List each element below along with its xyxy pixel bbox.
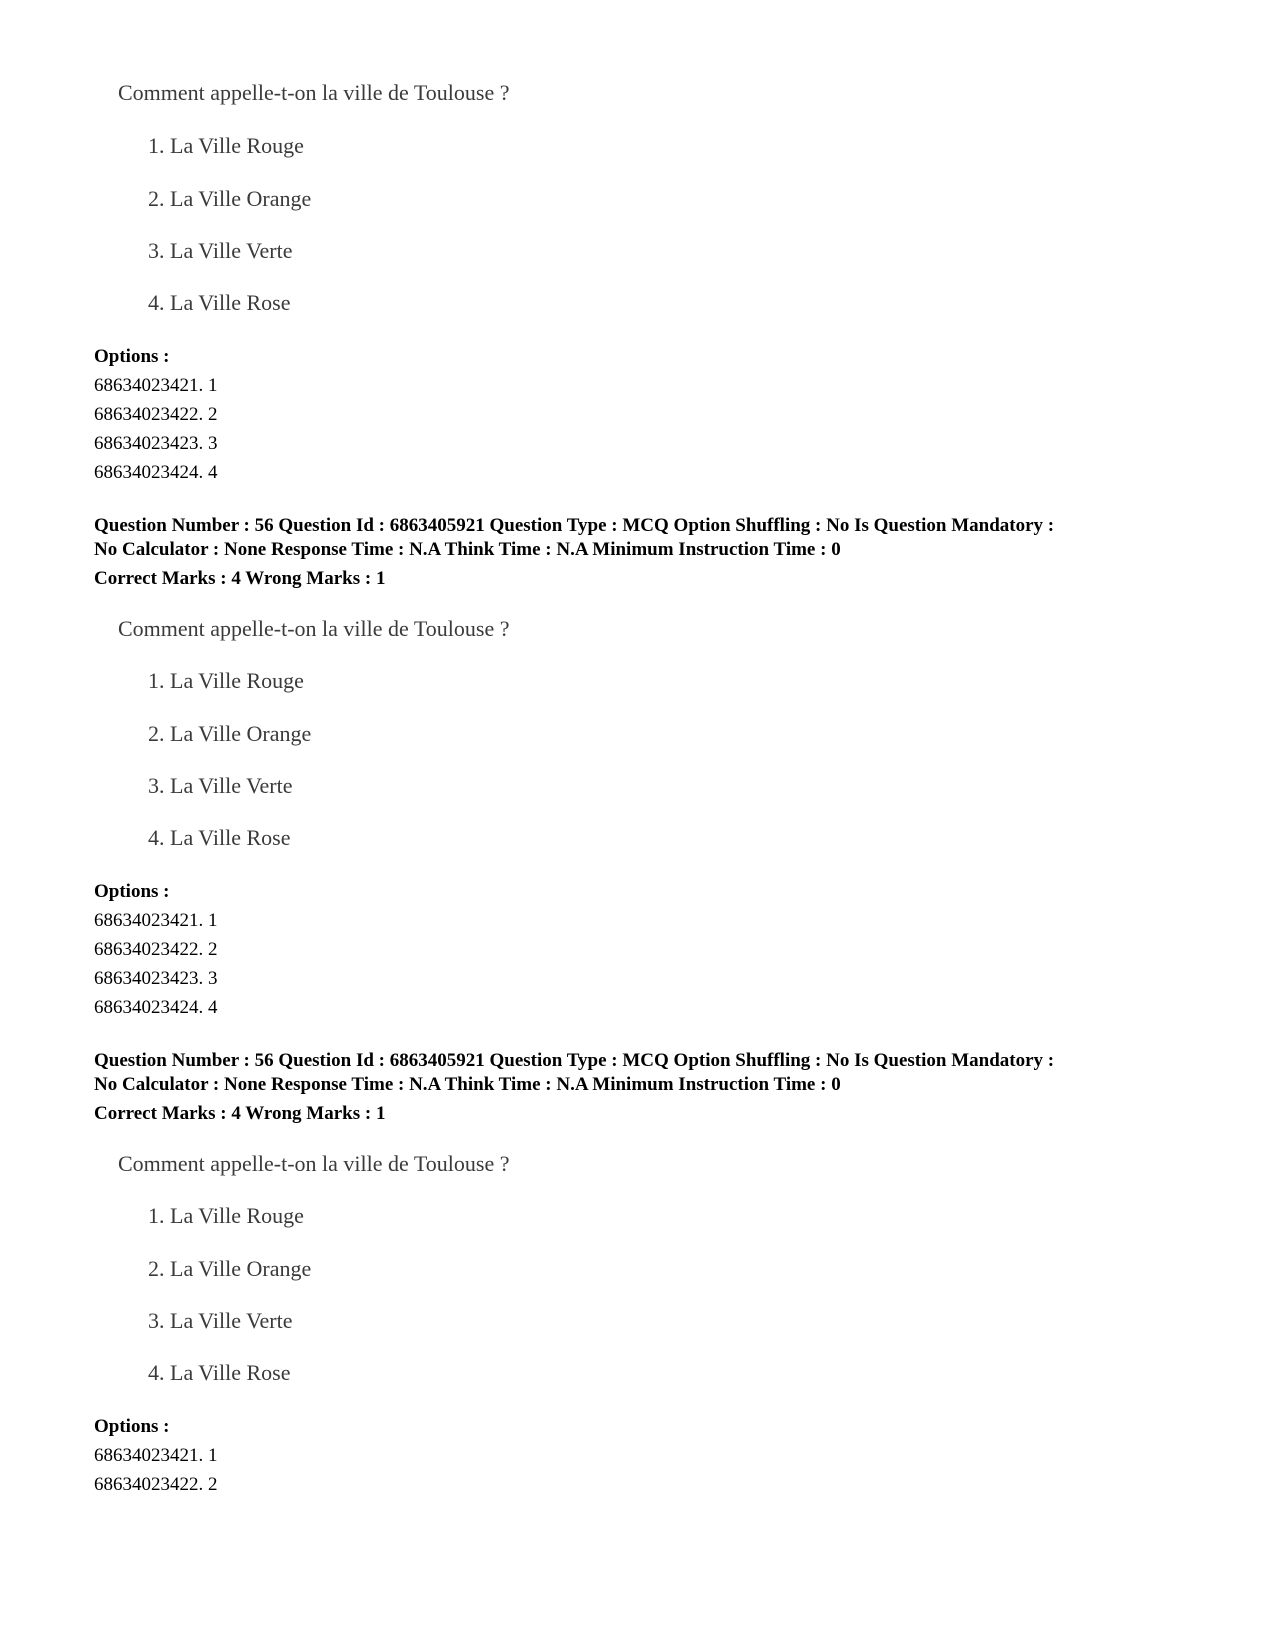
answer-choice-1: 1. La Ville Rouge (148, 668, 304, 693)
option-item: 68634023423. 3 (94, 968, 218, 989)
answer-choice-4: 4. La Ville Rose (148, 290, 291, 315)
options-list-1 (94, 877, 218, 1022)
question-marks: Correct Marks : 4 Wrong Marks : 1 (94, 1103, 386, 1124)
options-list-2 (94, 1412, 218, 1499)
answer-choice-2: 2. La Ville Orange (148, 1256, 312, 1281)
question-marks: Correct Marks : 4 Wrong Marks : 1 (94, 568, 386, 589)
answer-choice-3: 3. La Ville Verte (148, 238, 293, 263)
question-meta-2 (94, 1049, 1194, 1126)
question-meta-1 (94, 514, 1194, 591)
answer-choice-2: 2. La Ville Orange (148, 721, 312, 746)
option-item: 68634023423. 3 (94, 433, 218, 454)
option-item: 68634023422. 2 (94, 1474, 218, 1495)
answer-choice-3: 3. La Ville Verte (148, 773, 293, 798)
question-meta-line: No Calculator : None Response Time : N.A Think Time : N.A Minimum Instruction Time : 0 (94, 1074, 841, 1095)
answer-choice-1: 1. La Ville Rouge (148, 1203, 304, 1228)
question-meta-line: Question Number : 56 Question Id : 6863405921 Question Type : MCQ Option Shuffling : No Is Question Mandatory : (94, 1050, 1055, 1071)
options-label: Options : (94, 881, 170, 902)
question-prompt: Comment appelle-t-on la ville de Toulouse ? (118, 616, 510, 641)
answer-choice-1: 1. La Ville Rouge (148, 133, 304, 158)
option-item: 68634023422. 2 (94, 939, 218, 960)
answer-choice-4: 4. La Ville Rose (148, 825, 291, 850)
answer-choice-2: 2. La Ville Orange (148, 186, 312, 211)
option-item: 68634023424. 4 (94, 997, 218, 1018)
option-item: 68634023422. 2 (94, 404, 218, 425)
options-label: Options : (94, 1416, 170, 1437)
question-meta-line: Question Number : 56 Question Id : 6863405921 Question Type : MCQ Option Shuffling : No Is Question Mandatory : (94, 515, 1055, 536)
question-prompt: Comment appelle-t-on la ville de Toulouse ? (118, 1151, 510, 1176)
question-meta-line: No Calculator : None Response Time : N.A Think Time : N.A Minimum Instruction Time : 0 (94, 539, 841, 560)
option-item: 68634023421. 1 (94, 1445, 218, 1466)
answer-choice-3: 3. La Ville Verte (148, 1308, 293, 1333)
answer-choice-4: 4. La Ville Rose (148, 1360, 291, 1385)
question-prompt: Comment appelle-t-on la ville de Toulouse ? (118, 80, 510, 105)
option-item: 68634023421. 1 (94, 910, 218, 931)
option-item: 68634023424. 4 (94, 462, 218, 483)
options-label: Options : (94, 346, 170, 367)
options-list-0 (94, 342, 218, 487)
option-item: 68634023421. 1 (94, 375, 218, 396)
